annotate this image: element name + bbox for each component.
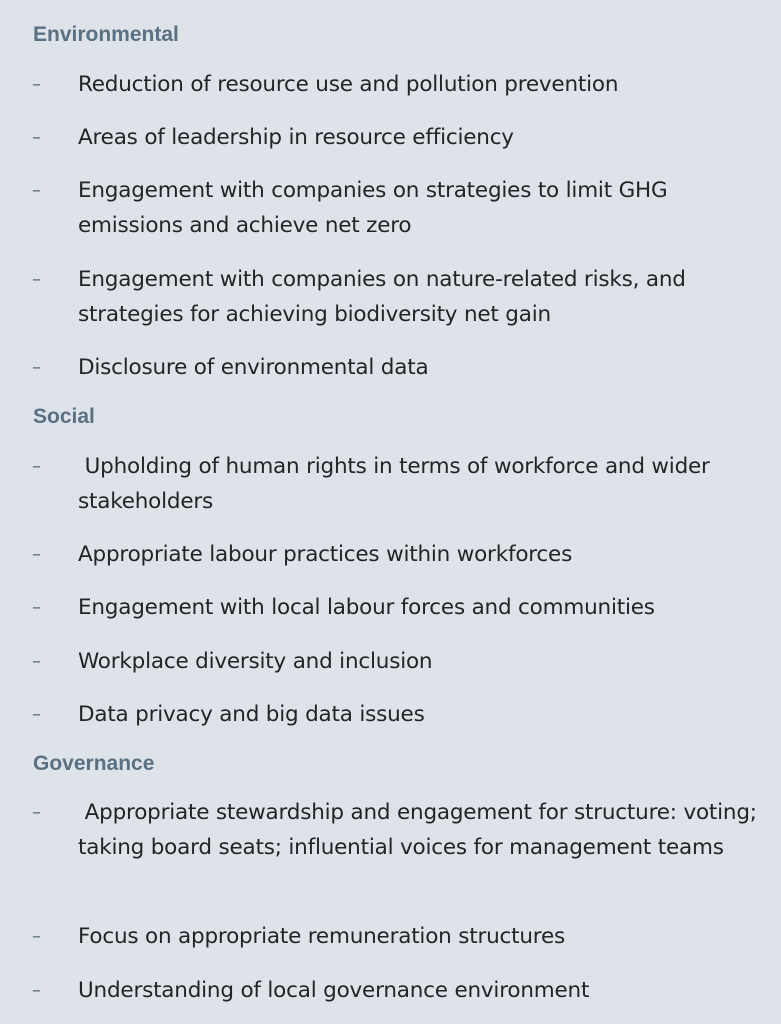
list-item-text: Appropriate stewardship and engagement for structure: voting; taking board seats; influential voices for management teams [78,800,764,860]
list-item-text: Reduction of resource use and pollution prevention [78,72,619,97]
dash-bullet: – [32,456,41,477]
dash-bullet: – [32,597,41,618]
list-item-text: Understanding of local governance environment [78,978,590,1003]
dash-bullet: – [32,802,41,823]
section-heading-governance: Governance [33,752,155,775]
dash-bullet: – [32,704,41,725]
dash-bullet: – [32,74,41,95]
dash-bullet: – [32,127,41,148]
dash-bullet: – [32,544,41,565]
list-item-text: Engagement with companies on nature-related risks, and strategies for achieving biodiversity net gain [78,267,686,327]
dash-bullet: – [32,980,41,1001]
dash-bullet: – [32,651,41,672]
list-item-text: Disclosure of environmental data [78,355,429,380]
list-item-text: Engagement with local labour forces and communities [78,595,655,620]
list-item-text: Areas of leadership in resource efficiency [78,125,514,150]
list-item-text: Focus on appropriate remuneration structures [78,924,565,949]
list-item-text: Upholding of human rights in terms of workforce and wider stakeholders [78,454,717,514]
section-heading-environmental: Environmental [33,23,179,46]
list-item-text: Engagement with companies on strategies to limit GHG emissions and achieve net zero [78,178,668,238]
list-item-text: Appropriate labour practices within workforces [78,542,573,567]
section-heading-social: Social [33,405,95,428]
list-item-text: Data privacy and big data issues [78,702,425,727]
list-item-text: Workplace diversity and inclusion [78,649,433,674]
dash-bullet: – [32,269,41,290]
dash-bullet: – [32,357,41,378]
dash-bullet: – [32,926,41,947]
dash-bullet: – [32,180,41,201]
